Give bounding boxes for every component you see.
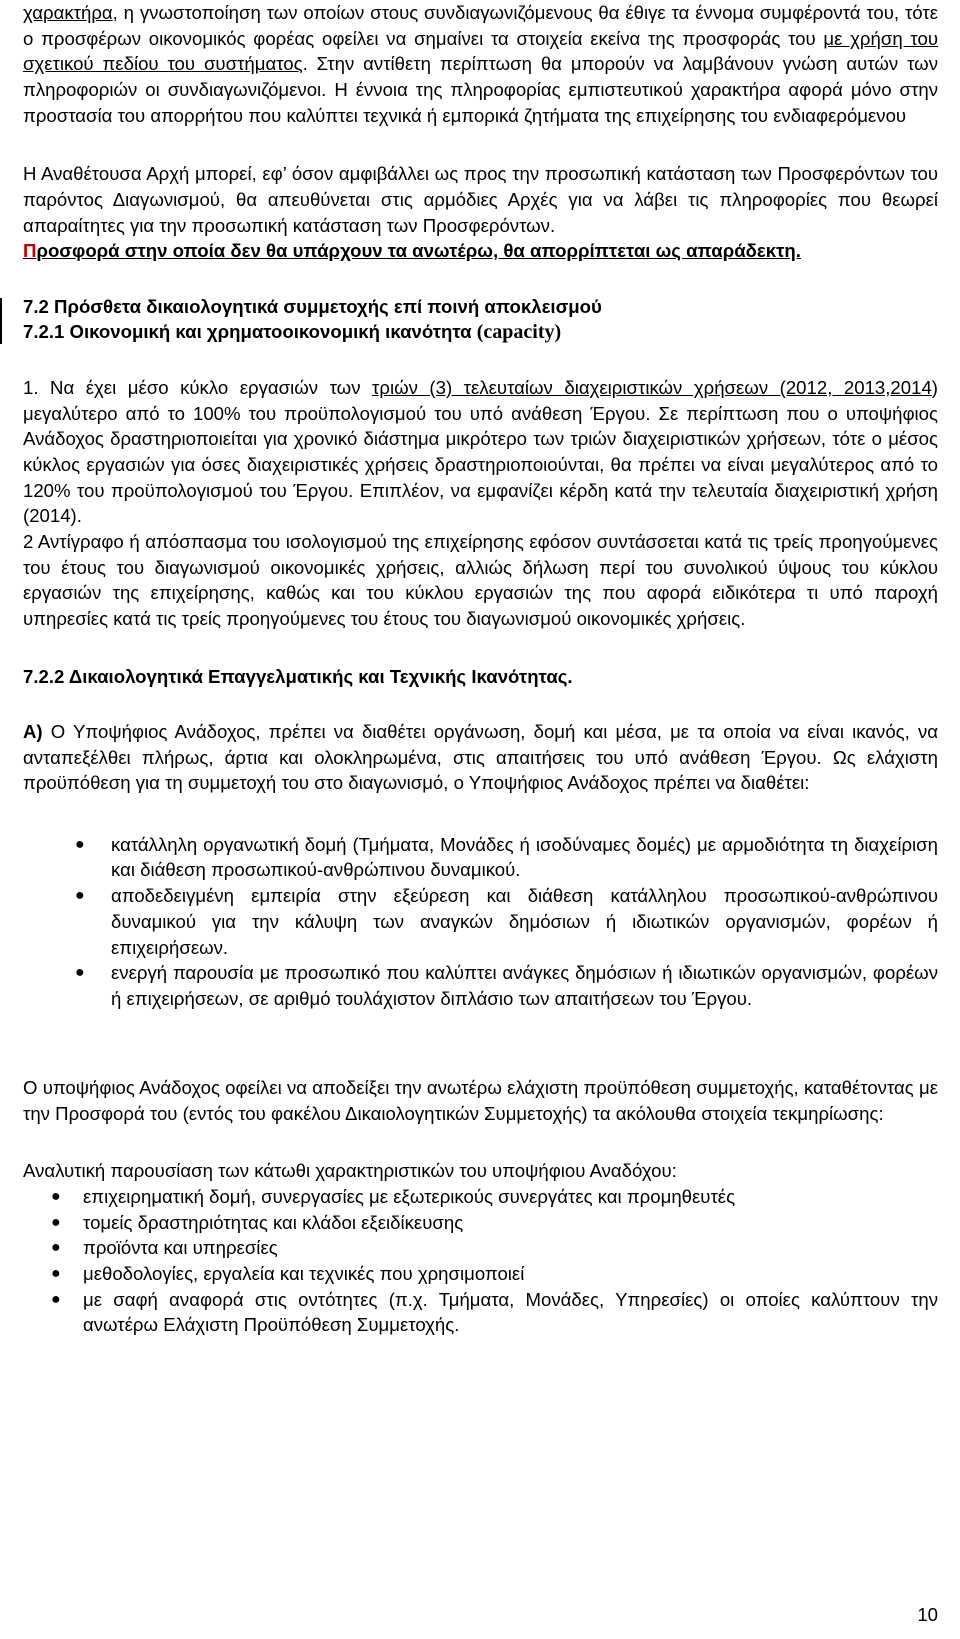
criterion-1-text-a: 1. Να έχει μέσο κύκλο εργασιών των (23, 376, 373, 398)
rejection-text: ροσφορά στην οποία δεν θα υπάρχουν τα ανωτέρω, θα απορρίπτεται ως απαράδεκτη. (36, 240, 801, 262)
heading-7-2-2: 7.2.2 Δικαιολογητικά Επαγγελματικής και Τεχνικής Ικανότητας. (23, 665, 573, 687)
intro-paragraph (23, 0, 938, 129)
list-item (23, 960, 938, 1011)
bullet-icon: ● (75, 887, 85, 905)
list-item (23, 1210, 938, 1236)
list-item-text: επιχειρηματική δομή, συνεργασίες με εξωτερικούς συνεργάτες και προμηθευτές (83, 1185, 736, 1207)
bullet-icon: ● (75, 964, 85, 982)
bullet-icon: ● (51, 1264, 61, 1282)
list-item (23, 832, 938, 883)
intro-underlined-start: χαρακτήρα (23, 2, 113, 23)
criterion-1-underlined: τριών (3) τελευταίων διαχειριστικών χρήσεων (2012, 2013,2014 (372, 376, 932, 398)
list-item-text: με σαφή αναφορά στις οντότητες (π.χ. Τμήματα, Μονάδες, Υπηρεσίες) οι οποίες καλύπτουν την ανωτέρω Ελάχιστη Προϋπόθεση Συμμετοχής. (83, 1288, 938, 1336)
intro-text-1: , η γνωστοποίηση των οποίων στους συνδιαγωνιζόμενους θα έθιγε τα έννομα συμφέροντά του, τότε ο προσφέρων οικονομικός φορέας οφείλει να σημαίνει τα στοιχεία εκείνα της προσφοράς του (23, 2, 938, 49)
analytic-paragraph: Αναλυτική παρουσίαση των κάτωθι χαρακτηριστικών του υποψήφιου Αναδόχου: (23, 1160, 677, 1182)
criterion-1-text-b: ) μεγαλύτερο από το 100% του προϋπολογισμού του υπό ανάθεση Έργου. Σε περίπτωση που ο υποψήφιος Ανάδοχος δραστηριοποιείται για χρονικό διάστημα μικρότερο των τριών διαχειριστικών χρήσεων, τότε ο μέσος κύκλος εργασιών για όσες διαχειριστικές χρήσεις δραστηριοποιούνται, θα πρέπει να είναι μεγαλύτερος από το 120% του προϋπολογισμού του Έργου. Επιπλέον, να εμφανίζει κέρδη κατά την τελευταία διαχειριστική χρήση (2014). (23, 376, 938, 527)
list-item-text: κατάλληλη οργανωτική δομή (Τμήματα, Μονάδες ή ισοδύναμες δομές) με αρμοδιότητα τη διαχείριση και διάθεση προσωπικού-ανθρώπινου δυναμικού. (111, 833, 938, 881)
requirements-list (23, 832, 938, 1012)
document-page (23, 0, 938, 1338)
paragraph-a-text: Ο Υποψήφιος Ανάδοχος, πρέπει να διαθέτει οργάνωση, δομή και μέσα, με τα οποία να είναι ικανός, να ανταπεξέλθει πλήρως, άρτια και ολοκληρωμένα, στις απαιτήσεις του υπό ανάθεση Έργου. Ως ελάχιστη προϋπόθεση για τη συμμετοχή του στο διαγωνισμό, ο Υποψήφιος Ανάδοχος πρέπει να διαθέτει: (23, 720, 938, 794)
bullet-icon: ● (51, 1239, 61, 1257)
criterion-1-paragraph (23, 375, 938, 529)
page-number: 10 (917, 1604, 938, 1625)
list-item-text: τομείς δραστηριότητας και κλάδοι εξειδίκευσης (83, 1211, 464, 1233)
list-item-text: αποδεδειγμένη εμπειρία στην εξεύρεση και διάθεση κατάλληλου προσωπικού-ανθρώπινου δυναμικού για την κάλυψη των αναγκών δημόσιων ή ιδιωτικών οργανισμών, φορέων ή επιχειρήσεων. (111, 885, 938, 958)
list-item (23, 883, 938, 960)
bullet-icon: ● (51, 1187, 61, 1205)
obligation-paragraph: Ο υποψήφιος Ανάδοχος οφείλει να αποδείξει την ανωτέρω ελάχιστη προϋπόθεση συμμετοχής, καταθέτοντας με την Προσφορά του (εντός του φακέλου Δικαιολογητικών Συμμετοχής) τα ακόλουθα στοιχεία τεκμηρίωσης: (23, 1077, 938, 1124)
rejection-first-letter: Π (23, 240, 37, 262)
criterion-2-paragraph: 2 Αντίγραφο ή απόσπασμα του ισολογισμού της επιχείρησης εφόσον συντάσσεται κατά τις τρείς προηγούμενες του έτους του διαγωνισμού οικονομικές χρήσεις, αλλιώς δήλωση περί του συνολικού ύψους του κύκλου εργασιών της επιχείρησης, καθώς και του κύκλου εργασιών της που αφορά ειδικότερα τι υπό παροχή υπηρεσίες κατά τις τρείς προηγούμενες του έτους του διαγωνισμού οικονομικές χρήσεις. (23, 531, 938, 630)
heading-7-2-1-text: 7.2.1 Οικονομική και χρηματοοικονομική ικανότητα (23, 321, 477, 343)
paragraph-a (23, 719, 938, 796)
heading-7-2-1-capacity: (capacity) (476, 321, 562, 344)
list-item (23, 1287, 938, 1338)
list-item (23, 1184, 938, 1210)
bullet-icon: ● (51, 1213, 61, 1231)
list-item-text: ενεργή παρουσία με προσωπικό που καλύπτει ανάγκες δημόσιων ή ιδιωτικών οργανισμών, φορέων ή επιχειρήσεων, σε αριθμό τουλάχιστον διπλάσιο των απαιτήσεων του Έργου. (111, 962, 938, 1009)
intro-text-2: . Στην αντίθετη περίπτωση θα μπορούν να λαμβάνουν γνώση αυτών των πληροφοριών οι συνδιαγωνιζόμενοι. Η έννοια της πληροφορίας εμπιστευτικού χαρακτήρα αφορά μόνο στην προστασία του απορρήτου που καλύπτει τεχνικά ή εμπορικά ζητήματα της επιχείρησης του ενδιαφερόμενου (23, 53, 938, 126)
list-item-text: προϊόντα και υπηρεσίες (83, 1237, 278, 1259)
heading-7-2-1 (23, 319, 938, 346)
heading-7-2: 7.2 Πρόσθετα δικαιολογητικά συμμετοχής επί ποινή αποκλεισμού (23, 295, 602, 317)
list-item (23, 1235, 938, 1261)
bullet-icon: ● (51, 1290, 61, 1308)
bullet-icon: ● (75, 835, 85, 853)
list-item-text: μεθοδολογίες, εργαλεία και τεχνικές που χρησιμοποιεί (83, 1262, 525, 1284)
list-item (23, 1261, 938, 1287)
authority-paragraph: Η Αναθέτουσα Αρχή μπορεί, εφ’ όσον αμφιβάλλει ως προς την προσωπική κατάσταση των Προσφερόντων του παρόντος Διαγωνισμού, θα απευθύνεται στις αρμόδιες Αρχές για να λάβει τις πληροφορίες που θεωρεί απαραίτητες για την προσωπική κατάσταση των Προσφερόντων. (23, 163, 938, 236)
characteristics-list (23, 1184, 938, 1338)
paragraph-a-label: Α) (23, 720, 43, 742)
intro-underlined-field: με χρήση του σχετικού πεδίου του συστήματος (23, 27, 939, 75)
revision-bar (0, 298, 2, 344)
rejection-notice (23, 238, 938, 264)
